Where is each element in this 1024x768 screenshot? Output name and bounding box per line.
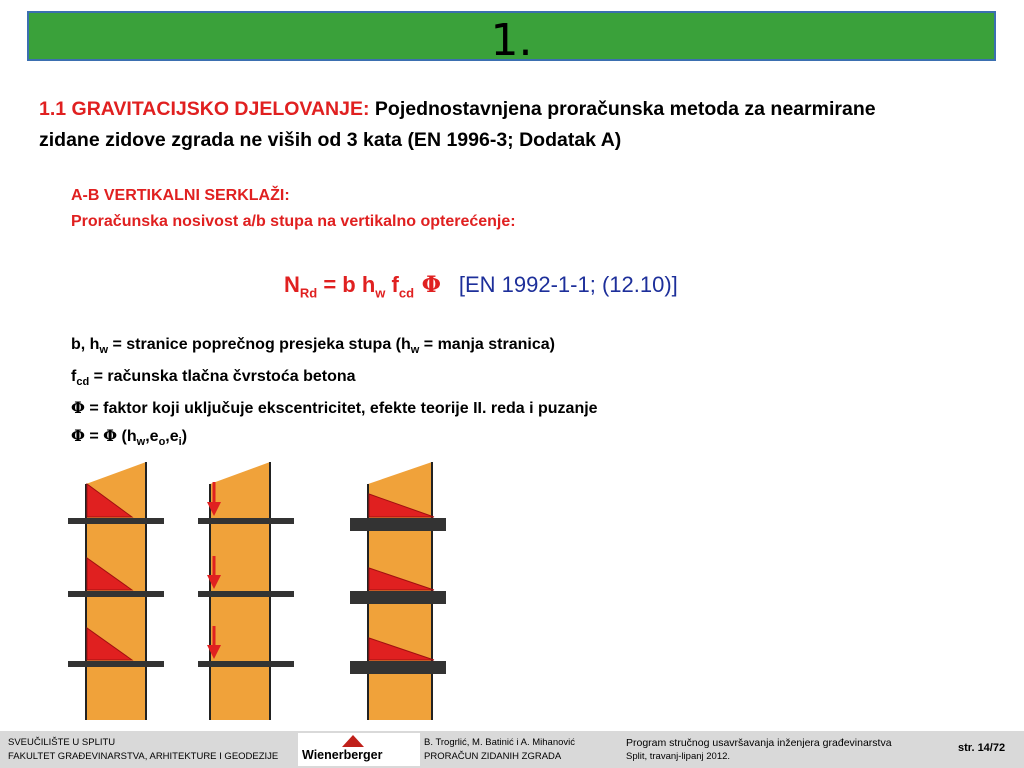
- title-bar: [27, 11, 996, 66]
- logo-flame-icon: [340, 734, 366, 747]
- formula-reference: [EN 1992-1-1; (12.10)]: [458, 272, 678, 297]
- formula: [284, 272, 678, 300]
- definition-b-hw: b, $h_w$ = stranice poprečnog presjeka stupa ($h_w$ = manja stranica): [71, 336, 555, 357]
- footer-university: SVEUČILIŠTE U SPLITU FAKULTET GRAĐEVINARSTVA, ARHITEKTURE I GEODEZIJE: [8, 737, 279, 762]
- column-3-diagram: [350, 462, 446, 720]
- column-1-diagram: [68, 462, 164, 720]
- formula-expression: $N_{Rd} = b$ $h_w$ $f_{cd}$ Φ: [284, 272, 441, 301]
- subheading-2: Proračunska nosivost a/b stupa na vertikalno opterećenje:: [71, 213, 516, 230]
- footer-authors: B. Trogrlić, M. Batinić i A. Mihanović PRORAČUN ZIDANIH ZGRADA: [424, 737, 575, 762]
- section-heading: [39, 94, 999, 156]
- definition-fcd: $f_{cd}$ = računska tlačna čvrstoća betona: [71, 367, 356, 388]
- slide-number: 1.: [490, 15, 533, 66]
- definition-phi-function: Φ = Φ $(h_w,e_o,e_i)$: [71, 425, 188, 449]
- definition-phi: Φ = faktor koji uključuje ekscentricitet, efekte teorije II. reda i puzanje: [71, 398, 598, 418]
- subheading: [71, 183, 516, 235]
- definitions: [71, 332, 598, 456]
- heading-line2: zidane zidove zgrada ne viših od 3 kata (EN 1996-3; Dodatak A): [39, 129, 622, 151]
- heading-line1: Pojednostavnjena proračunska metoda za nearmirane: [369, 98, 876, 120]
- footer-program: Program stručnog usavršavanja inženjera građevinarstva Split, travanj-lipanj 2012.: [626, 737, 892, 762]
- page-number: str. 14/72: [958, 742, 1006, 754]
- footer: [0, 731, 1024, 768]
- subheading-1: A-B VERTIKALNI SERKLAŽI:: [71, 187, 290, 204]
- heading-red-part: 1.1 GRAVITACIJSKO DJELOVANJE:: [39, 98, 370, 120]
- column-2-diagram: [198, 462, 294, 720]
- column-diagrams: [60, 458, 460, 726]
- wienerberger-logo: Wienerberger: [298, 733, 420, 766]
